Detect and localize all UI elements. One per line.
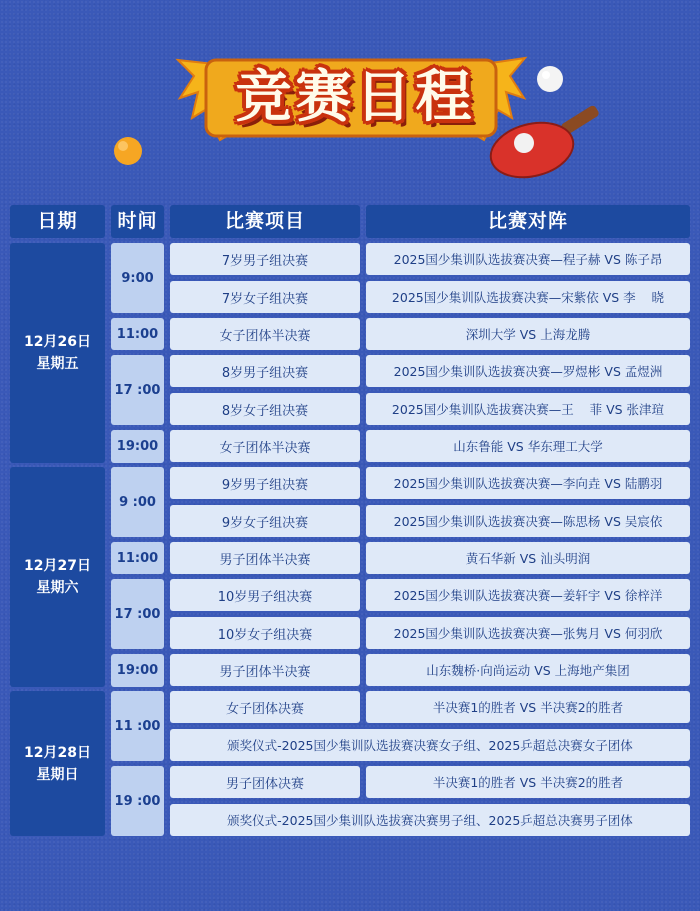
event-cell: 10岁女子组决赛 bbox=[170, 617, 360, 649]
weekday-label: 星期六 bbox=[36, 580, 79, 596]
date-cell bbox=[10, 467, 105, 687]
matchup-cell: 2025国少集训队选拔赛决赛—宋紫依 VS 李 晓 bbox=[366, 281, 690, 313]
matchup-cell: 半决赛1的胜者 VS 半决赛2的胜者 bbox=[366, 691, 690, 723]
event-cell: 7岁男子组决赛 bbox=[170, 243, 360, 275]
page-title: 竞赛日程 bbox=[235, 65, 476, 130]
event-cell: 男子团体决赛 bbox=[170, 766, 360, 798]
time-cell: 11:00 bbox=[111, 542, 164, 574]
ceremony-cell: 颁奖仪式-2025国少集训队选拔赛决赛男子组、2025乒超总决赛男子团体 bbox=[170, 804, 690, 836]
header-matchup: 比赛对阵 bbox=[366, 205, 690, 238]
date-cell bbox=[10, 243, 105, 463]
event-cell: 女子团体决赛 bbox=[170, 691, 360, 723]
event-cell: 10岁男子组决赛 bbox=[170, 579, 360, 611]
time-cell: 11 :00 bbox=[111, 691, 164, 761]
event-cell: 8岁男子组决赛 bbox=[170, 355, 360, 387]
date-label: 12月27日 bbox=[24, 558, 91, 574]
matchup-cell: 2025国少集训队选拔赛决赛—李向垚 VS 陆鹏羽 bbox=[366, 467, 690, 499]
ping-pong-ball-icon bbox=[537, 66, 563, 92]
matchup-cell: 2025国少集训队选拔赛决赛—程子赫 VS 陈子昂 bbox=[366, 243, 690, 275]
weekday-label: 星期五 bbox=[36, 356, 79, 372]
event-cell: 9岁男子组决赛 bbox=[170, 467, 360, 499]
event-cell: 女子团体半决赛 bbox=[170, 430, 360, 462]
event-cell: 9岁女子组决赛 bbox=[170, 505, 360, 537]
time-cell: 11:00 bbox=[111, 318, 164, 350]
time-cell: 17 :00 bbox=[111, 355, 164, 425]
event-cell: 8岁女子组决赛 bbox=[170, 393, 360, 425]
time-cell: 19:00 bbox=[111, 430, 164, 463]
header-date: 日期 bbox=[10, 205, 105, 238]
event-cell: 7岁女子组决赛 bbox=[170, 281, 360, 313]
date-label: 12月26日 bbox=[24, 334, 91, 350]
date-label: 12月28日 bbox=[24, 744, 91, 761]
event-cell: 男子团体半决赛 bbox=[170, 542, 360, 574]
matchup-cell: 2025国少集训队选拔赛决赛—姜轩宇 VS 徐梓洋 bbox=[366, 579, 690, 611]
time-cell: 19 :00 bbox=[111, 766, 164, 836]
matchup-cell: 2025国少集训队选拔赛决赛—王 菲 VS 张津瑄 bbox=[366, 393, 690, 425]
time-cell: 9:00 bbox=[111, 243, 164, 313]
header-time: 时间 bbox=[111, 205, 164, 238]
matchup-cell: 2025国少集训队选拔赛决赛—罗煜彬 VS 孟煜洲 bbox=[366, 355, 690, 387]
matchup-cell: 2025国少集训队选拔赛决赛—张隽月 VS 何羽欣 bbox=[366, 617, 690, 649]
matchup-cell: 2025国少集训队选拔赛决赛—陈思杨 VS 吴宸依 bbox=[366, 505, 690, 537]
time-cell: 9 :00 bbox=[111, 467, 164, 537]
time-cell: 17 :00 bbox=[111, 579, 164, 649]
matchup-cell: 山东魏桥·向尚运动 VS 上海地产集团 bbox=[366, 654, 690, 686]
matchup-cell: 半决赛1的胜者 VS 半决赛2的胜者 bbox=[366, 766, 690, 798]
time-cell: 19:00 bbox=[111, 654, 164, 687]
paddle-icon bbox=[485, 104, 600, 185]
event-cell: 女子团体半决赛 bbox=[170, 318, 360, 350]
matchup-cell: 黄石华新 VS 汕头明润 bbox=[366, 542, 690, 574]
ceremony-cell: 颁奖仪式-2025国少集训队选拔赛决赛女子组、2025乒超总决赛女子团体 bbox=[170, 729, 690, 761]
matchup-cell: 山东鲁能 VS 华东理工大学 bbox=[366, 430, 690, 462]
date-cell bbox=[10, 691, 105, 836]
ping-pong-ball-icon bbox=[114, 137, 142, 165]
weekday-label: 星期日 bbox=[36, 766, 79, 783]
header-event: 比赛项目 bbox=[170, 205, 360, 238]
event-cell: 男子团体半决赛 bbox=[170, 654, 360, 686]
matchup-cell: 深圳大学 VS 上海龙腾 bbox=[366, 318, 690, 350]
